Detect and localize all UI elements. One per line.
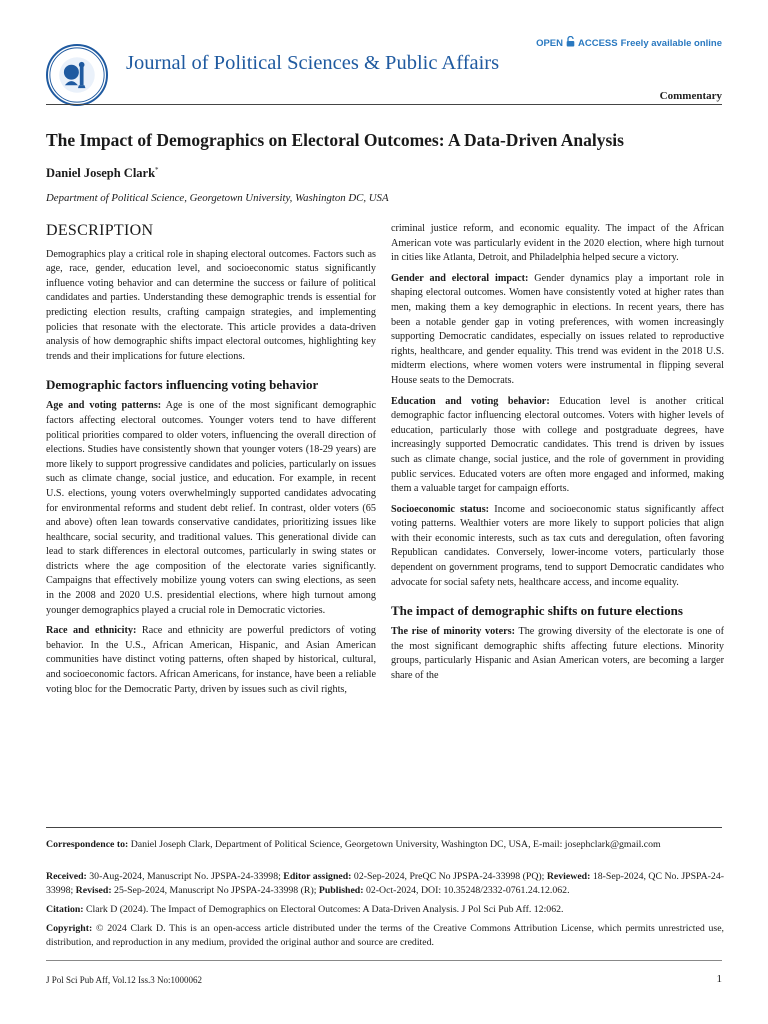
author-line xyxy=(46,166,159,181)
received-label: Received: xyxy=(46,871,87,882)
socioeconomic-text: Income and socioeconomic status significantly affect voting patterns. Wealthier voters are more likely to support policies that align with their economic interests, such as tax cuts and deregulation, often favoring Republican candidates. Conversely, lower-income voters, particularly those dependent on government programs, tend to support Democratic candidates who advocate for social safety nets, healthcare access, and income equality. xyxy=(391,503,725,588)
intro-paragraph: Demographics play a critical role in shaping electoral outcomes. Factors such as age, race, gender, education level, and socioeconomic status significantly influence voting behavior and can determine the success or failure of political candidates and parties. Understanding these demographic trends is essential for predicting election results, crafting campaign strategies, and implementing policies that resonate with the electorate. This article provides a data-driven analysis of how demographic shifts impact electoral outcomes, highlighting key trends and their implications for future elections. xyxy=(46,248,376,362)
editor-text: 02-Sep-2024, PreQC No JPSPA-24-33998 (PQ); xyxy=(351,871,547,882)
race-label: Race and ethnicity: xyxy=(46,625,137,637)
author-name: Daniel Joseph Clark xyxy=(46,166,156,181)
revised-text: 25-Sep-2024, Manuscript No JPSPA-24-33998 (R); xyxy=(111,885,319,897)
minority-paragraph xyxy=(391,625,724,683)
open-access-word: OPEN xyxy=(536,37,564,49)
description-heading: DESCRIPTION xyxy=(46,222,154,239)
right-column xyxy=(391,222,724,690)
open-access-badge xyxy=(536,36,722,50)
citation-label: Citation: xyxy=(46,904,84,915)
editor-label: Editor assigned: xyxy=(283,871,352,882)
minority-label: The rise of minority voters: xyxy=(391,626,515,638)
section-heading-factors: Demographic factors influencing voting behavior xyxy=(46,377,319,393)
education-text: Education level is another critical demographic factor influencing electoral outcomes. Voters with higher levels of education, particularly those with college and postgraduate degrees, have increasingly supported Democratic candidates. This trend is driven by issues such as climate change, social justice, and the role of government in providing public services. Educated voters are often more engaged and informed, making them a valuable target for campaign efforts. xyxy=(391,395,724,495)
received-text: 30-Aug-2024, Manuscript No. JPSPA-24-33998; xyxy=(86,871,284,882)
section-heading-shifts: The impact of demographic shifts on future elections xyxy=(391,603,683,619)
journal-logo xyxy=(46,44,108,106)
journal-title: Journal of Political Sciences & Public Affairs xyxy=(126,52,500,74)
citation-text: Clark D (2024). The Impact of Demographics on Electoral Outcomes: A Data-Driven Analysis. J Pol Sci Pub Aff. 12:062. xyxy=(83,904,564,915)
gender-label: Gender and electoral impact: xyxy=(391,272,529,284)
correspondence-label: Correspondence to: xyxy=(46,839,129,850)
reviewed-label: Reviewed: xyxy=(546,871,591,882)
correspondence-text: Daniel Joseph Clark, Department of Political Science, Georgetown University, Washington DC, USA, E-mail: josephclark@gmail.com xyxy=(128,839,661,850)
socioeconomic-paragraph xyxy=(391,503,724,591)
race-paragraph xyxy=(46,624,376,697)
copyright-text: © 2024 Clark D. This is an open-access article distributed under the terms of the Creative Commons Attribution License, which permits unrestricted use, distribution, and reproduction in any medium, provided the original author and source are credited. xyxy=(46,923,724,949)
page-footer-divider xyxy=(46,960,722,961)
page-number: 1 xyxy=(716,973,722,985)
copyright-label: Copyright: xyxy=(46,923,93,934)
access-word: ACCESS xyxy=(578,37,618,49)
citation-note xyxy=(46,903,724,917)
author-affiliation: Department of Political Science, Georgetown University, Washington DC, USA xyxy=(46,192,389,204)
gender-text: Gender dynamics play a important role in shaping electoral outcomes. Women have consistently voted at higher rates than men, making them a key demographic in elections. In recent years, there has been a notable gender gap in voting preferences, with women increasingly supporting Democratic candidates, especially on issues related to reproductive rights, healthcare, and gender equality. This trend was evident in the 2018 U.S. midterm elections, where women voters were instrumental in flipping several House seats to the Democrats. xyxy=(391,272,724,386)
gender-paragraph xyxy=(391,272,724,389)
age-text: Age is one of the most significant demographic factors affecting electoral outcomes. Younger voters tend to have different political priorities compared to older voters, influencing the overall direction of elections. Studies have consistently shown that younger voters (18-29 years) are more likely to support progressive candidates and policies, particularly on issues such as climate change, social justice, and education. For example, in recent U.S. elections, young voters overwhelmingly supported candidates advocating for environmental reforms and student debt relief. In contrast, older voters (65 and above) often lean towards conservative candidates, prioritizing issues like healthcare, social security, and traditional values. This generational divide can lead to stark differences in electoral outcomes, particularly in swing states or districts where the age composition of the electorate varies significantly. Campaigns that effectively mobilize young voters can swing elections, as seen in the 2008 and 2020 U.S. presidential elections, where high turnout among younger demographics played a crucial role in Democratic victories. xyxy=(46,400,376,616)
minority-text: The growing diversity of the electorate is one of the most significant demographic shifts affecting future elections. Minority groups, particularly Hispanic and Asian American voters, are becoming a larger share of the xyxy=(391,626,724,682)
published-label: Published: xyxy=(318,885,364,897)
reviewed-text: 18-Sep-2024, QC No. JPSPA-24-33998; xyxy=(46,871,724,897)
article-title: The Impact of Demographics on Electoral Outcomes: A Data-Driven Analysis xyxy=(46,130,624,150)
race-continued-paragraph: criminal justice reform, and economic equality. The impact of the African American vote was particularly evident in the 2020 election, where high turnout in cities like Atlanta, Detroit, and Philadelphia helped secure a victory. xyxy=(391,223,724,264)
revised-label: Revised: xyxy=(75,885,112,897)
left-column xyxy=(46,222,376,703)
copyright-note xyxy=(46,922,724,950)
education-paragraph xyxy=(391,395,724,497)
socioeconomic-label: Socioeconomic status: xyxy=(391,503,490,515)
race-text: Race and ethnicity are powerful predictors of voting behavior. In the U.S., African American, Hispanic, and Asian American communities have distinct voting patterns, often shaped by historical, cultural, and socioeconomic factors. African Americans, for instance, have been a reliable voting bloc for the Democratic Party, driven by issues such as civil rights, xyxy=(46,625,376,695)
header-divider xyxy=(46,104,722,105)
correspondence-note xyxy=(46,838,724,852)
age-paragraph xyxy=(46,399,376,618)
footer-divider xyxy=(46,827,722,828)
education-label: Education and voting behavior: xyxy=(391,395,550,407)
article-type-label: Commentary xyxy=(659,90,722,102)
journal-reference: J Pol Sci Pub Aff, Vol.12 Iss.3 No:1000062 xyxy=(46,975,203,985)
open-lock-icon xyxy=(566,36,575,50)
dates-note xyxy=(46,870,724,898)
author-mark: * xyxy=(155,166,159,174)
published-text: 02-Oct-2024, DOI: 10.35248/2332-0761.24.12.062. xyxy=(363,885,570,897)
age-label: Age and voting patterns: xyxy=(46,400,162,412)
open-access-tagline: Freely available online xyxy=(620,37,722,49)
